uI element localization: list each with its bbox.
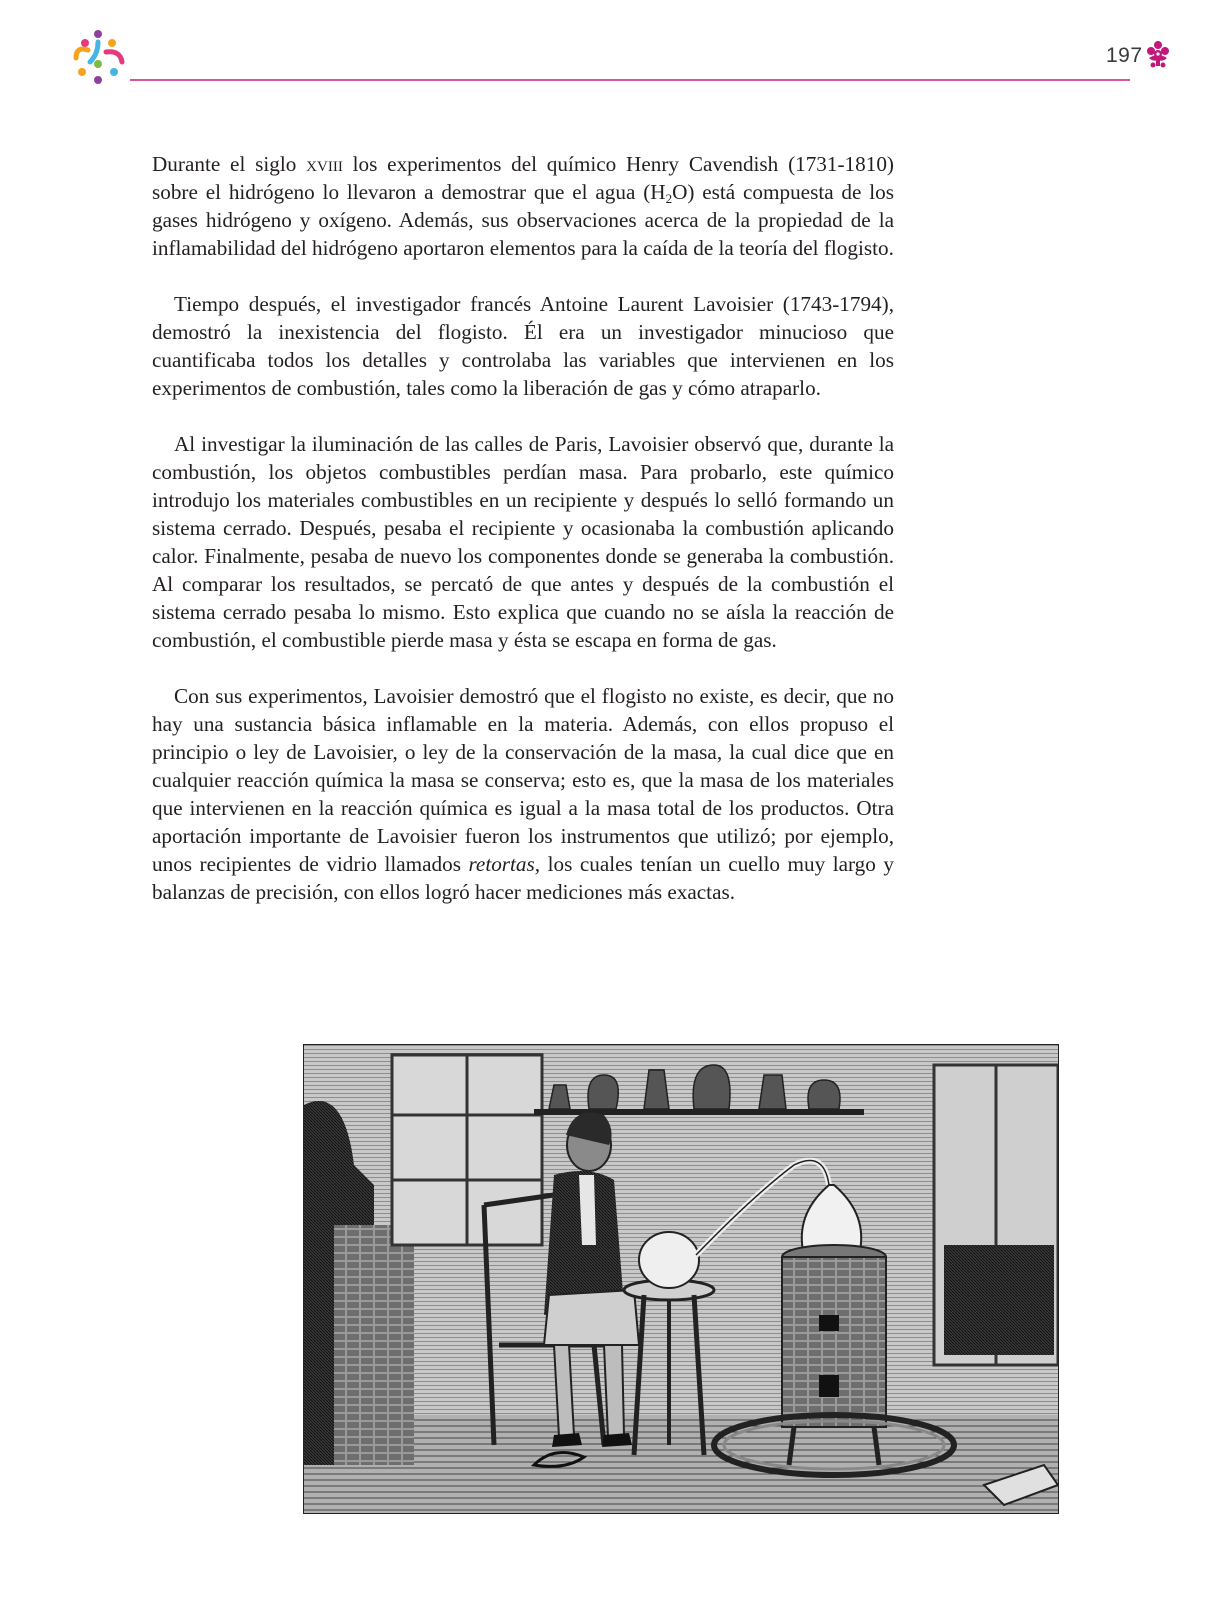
body-text xyxy=(152,150,894,934)
formula-subscript: 2 xyxy=(665,191,673,206)
paragraph-text: Con sus experimentos, Lavoisier demostró que el flogisto no existe, es decir, que no hay una sustancia básica inflamable en la materia. Además, con ellos propuso el principio o ley de Lavoisier, o ley de la conservación de la masa, la cual dice que en cualquier reacción química la masa se conserva; esto es, que la masa de los materiales que intervienen en la reacción química es igual a la masa total de los productos. Otra aportación importante de Lavoisier fueron los instrumentos que utilizó; por ejemplo, unos recipientes de vidrio llamados xyxy=(152,684,894,876)
engraving-lavoisier-laboratory-illustration xyxy=(304,1045,1058,1513)
paragraph-text: O) está compuesta de los gases hidrógeno y oxígeno. Además, sus observaciones acerca de la propiedad de la inflamabilidad del hidrógeno aportaron elementos para la caída de la teoría del flogisto. xyxy=(152,180,894,260)
paragraph-text: los experimentos del químico Henry Cavendish (1731-1810) sobre el hidrógeno lo llevaron a demostrar que el agua (H xyxy=(152,152,894,204)
floor xyxy=(304,1415,1058,1513)
header-rule xyxy=(130,79,1130,81)
paragraph-lavoisier-intro: Tiempo después, el investigador francés Antoine Laurent Lavoisier (1743-1794), demostró la inexistencia del flogisto. Él era un investigador minucioso que cuantificaba todos los detalles y controlaba las variables que intervienen en los experimentos de combustión, tales como la liberación de gas y cómo atraparlo. xyxy=(152,292,894,400)
glass-flask xyxy=(639,1232,699,1288)
paragraph-cavendish xyxy=(152,150,894,262)
colorful-dots-logo-icon xyxy=(68,28,130,86)
century-numeral: xviii xyxy=(306,152,343,176)
lavoisier-engraving-figure xyxy=(303,1044,1059,1514)
italic-term: retortas, xyxy=(468,852,541,876)
paragraph-combustion-experiment: Al investigar la iluminación de las calles de Paris, Lavoisier observó que, durante la combustión, los objetos combustibles perdían masa. Para probarlo, este químico introdujo los materiales combustibles en un recipiente y después lo selló formando un sistema cerrado. Después, pesaba el recipiente y ocasionaba la combustión aplicando calor. Finalmente, pesaba de nuevo los componentes donde se generaba la combustión. Al comparar los resultados, se percató de que antes y después de la combustión el sistema cerrado pesaba lo mismo. Esto explica que cuando no se aísla la reacción de combustión, el combustible pierde masa y ésta se escapa en forma de gas. xyxy=(152,432,894,652)
paragraph-text: Durante el siglo xyxy=(152,152,307,176)
paragraph-conservation-law xyxy=(152,682,894,906)
brick-stove-left xyxy=(334,1225,414,1465)
page-number: 197 xyxy=(1106,44,1143,67)
paragraph-text: los cuales tenían un cuello muy largo y balanzas de precisión, con ellos logró hacer mediciones más exactas. xyxy=(152,852,894,904)
magenta-flower-ornament-icon xyxy=(1145,40,1171,68)
